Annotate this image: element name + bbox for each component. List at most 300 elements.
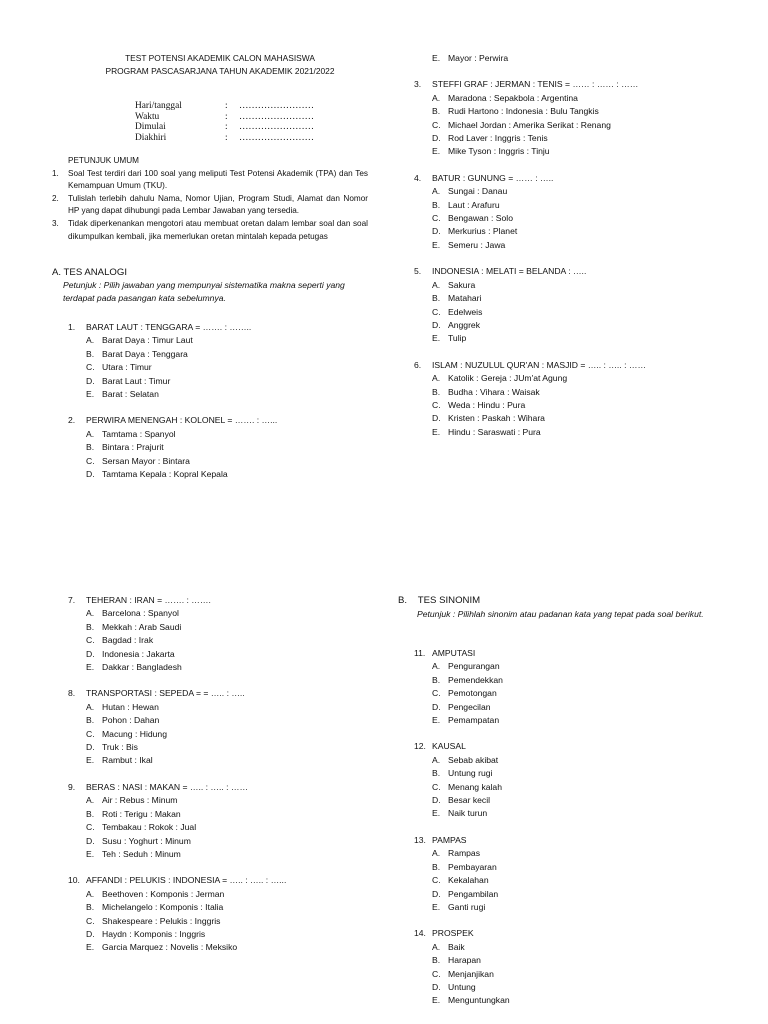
option-letter: B.: [86, 808, 95, 819]
answer-option: [414, 225, 734, 238]
option-letter: B.: [86, 715, 95, 726]
answer-option: [68, 848, 388, 861]
answer-option: [68, 714, 388, 727]
info-value: ……………………: [239, 132, 314, 143]
option-letter: E.: [432, 53, 441, 63]
option-letter: C.: [86, 455, 95, 466]
question-text: AMPUTASI: [432, 648, 476, 658]
option-letter: E.: [432, 808, 441, 819]
info-row: [135, 101, 314, 112]
answer-option: [414, 781, 734, 794]
option-letter: A.: [432, 92, 441, 103]
option-letter: C.: [432, 688, 441, 699]
info-colon: :: [225, 132, 228, 143]
header-title-line2: PROGRAM PASCASARJANA TAHUN AKADEMIK 2021/2022: [105, 66, 335, 76]
instruction-number: 2.: [52, 193, 59, 203]
answer-option: [414, 968, 734, 981]
option-letter: B.: [86, 621, 95, 632]
answer-option: [68, 348, 388, 361]
option-letter: D.: [86, 742, 95, 753]
instruction-item: [52, 168, 368, 193]
answer-option: [414, 319, 734, 332]
option-text: Pemampatan: [448, 715, 500, 726]
option-letter: D.: [432, 981, 441, 992]
answer-option: [68, 388, 388, 401]
answer-option: [68, 634, 388, 647]
question-number: 13.: [414, 834, 426, 845]
option-text: Macung : Hidung: [102, 728, 167, 739]
question-block: [68, 781, 388, 861]
option-text: Barat : Selatan: [102, 389, 159, 400]
questions-column: [414, 647, 734, 1008]
answer-option: [68, 928, 388, 941]
option-letter: C.: [86, 822, 95, 833]
question-text: BARAT LAUT : TENGGARA = ……. : ……..: [86, 322, 252, 332]
info-colon: :: [225, 122, 228, 133]
option-text: Susu : Yoghurt : Minum: [102, 835, 191, 846]
option-letter: A.: [86, 795, 95, 806]
option-letter: E.: [86, 848, 95, 859]
option-letter: B.: [432, 293, 441, 304]
question-text: BATUR : GUNUNG = …… : …..: [432, 172, 554, 183]
option-text: Air : Rebus : Minum: [102, 795, 178, 806]
option-letter: D.: [86, 835, 95, 846]
answer-option: [68, 428, 388, 441]
option-text: Kekalahan: [448, 875, 489, 886]
option-text: Indonesia : Jakarta: [102, 648, 175, 659]
section-b-instruction: Petunjuk : Pilihlah sinonim atau padanan kata yang tepat pada soal berikut.: [417, 609, 704, 619]
option-letter: C.: [432, 306, 441, 317]
option-letter: C.: [86, 915, 95, 926]
info-row: [135, 122, 314, 133]
answer-option: [68, 888, 388, 901]
option-text: Maradona : Sepakbola : Argentina: [448, 92, 578, 103]
option-text: Menguntungkan: [448, 995, 510, 1006]
questions-column: [68, 321, 388, 481]
question-number: 2.: [68, 415, 76, 426]
answer-option: [414, 185, 734, 198]
question-number: 5.: [414, 266, 422, 277]
option-text: Bengawan : Solo: [448, 213, 513, 224]
question-stem: [414, 265, 734, 278]
info-label: Waktu: [135, 111, 160, 122]
instruction-number: 1.: [52, 168, 59, 178]
question-block: [68, 321, 388, 401]
option-letter: C.: [86, 635, 95, 646]
question-block: [68, 594, 388, 674]
option-text: Edelweis: [448, 306, 483, 317]
option-letter: D.: [432, 319, 441, 330]
answer-option: [68, 901, 388, 914]
option-text: Bintara : Prajurit: [102, 442, 164, 453]
answer-option: [68, 915, 388, 928]
info-label: Diakhiri: [135, 132, 167, 143]
answer-option: [414, 132, 734, 145]
instruction-text: Soal Test terdiri dari 100 soal yang meliputi Test Potensi Akademik (TPA) dan Tes Kemampuan Umum (TKU).: [68, 168, 368, 191]
option-text: Barcelona : Spanyol: [102, 608, 179, 619]
answer-option: [414, 701, 734, 714]
question-text: PROSPEK: [432, 928, 474, 939]
answer-option: [68, 661, 388, 674]
answer-option: [68, 808, 388, 821]
question-stem: [414, 78, 734, 91]
info-row: [135, 112, 314, 123]
instruction-item: [52, 193, 368, 218]
question-text: PAMPAS: [432, 834, 467, 845]
answer-option: [414, 399, 734, 412]
option-text: Weda : Hindu : Pura: [448, 399, 526, 410]
answer-option: [68, 835, 388, 848]
question-text: TRANSPORTASI : SEPEDA = = ….. : …..: [86, 688, 245, 699]
option-letter: C.: [432, 119, 441, 130]
question-text: INDONESIA : MELATI = BELANDA : …..: [432, 266, 587, 277]
option-letter: E.: [432, 715, 441, 726]
option-letter: E.: [432, 146, 441, 157]
option-letter: A.: [432, 279, 441, 290]
option-letter: E.: [86, 755, 95, 766]
answer-option: [414, 105, 734, 118]
question-block: [414, 78, 734, 158]
option-letter: D.: [86, 469, 95, 480]
answer-option: [414, 199, 734, 212]
option-text: Sebab akibat: [448, 754, 499, 765]
option-letter: A.: [86, 428, 95, 439]
answer-option: [68, 754, 388, 767]
section-b-label: TES SINONIM: [417, 595, 481, 606]
question-stem: [68, 874, 388, 887]
option-letter: A.: [432, 186, 441, 197]
option-letter: C.: [432, 213, 441, 224]
option-text: Rudi Hartono : Indonesia : Bulu Tangkis: [448, 106, 599, 117]
option-letter: D.: [432, 888, 441, 899]
question-text: PERWIRA MENENGAH : KOLONEL = ……. : …...: [86, 415, 278, 426]
option-letter: B.: [432, 106, 441, 117]
answer-option: [414, 794, 734, 807]
option-letter: D.: [432, 133, 441, 144]
option-letter: C.: [432, 399, 441, 410]
question-text: AFFANDI : PELUKIS : INDONESIA = ….. : ….. : …...: [86, 875, 287, 886]
option-text: Bagdad : Irak: [102, 635, 154, 646]
answer-option: [68, 455, 388, 468]
option-text: Laut : Arafuru: [448, 199, 500, 210]
info-colon: :: [225, 111, 228, 122]
option-text: Barat Daya : Tenggara: [102, 348, 188, 359]
option-letter: C.: [432, 781, 441, 792]
question-number: 9.: [68, 781, 76, 792]
answer-option: [414, 861, 734, 874]
option-letter: A.: [86, 335, 95, 346]
general-instructions: [52, 155, 368, 243]
answer-option: [68, 794, 388, 807]
option-text: Garcia Marquez : Novelis : Meksiko: [102, 942, 238, 953]
option-text: Pengambilan: [448, 888, 499, 899]
answer-option: [414, 239, 734, 252]
option-text: Michelangelo : Komponis : Italia: [102, 902, 224, 913]
question-number: 14.: [414, 928, 426, 939]
section-b-number: B.: [398, 595, 408, 606]
option-text: Mekkah : Arab Saudi: [102, 621, 182, 632]
option-letter: D.: [86, 648, 95, 659]
answer-option: [68, 621, 388, 634]
option-letter: E.: [86, 942, 95, 953]
option-text: Naik turun: [448, 808, 488, 819]
answer-option: [414, 412, 734, 425]
question-number: 4.: [414, 172, 422, 183]
option-text: Budha : Vihara : Waisak: [448, 386, 540, 397]
document-header: [60, 52, 380, 78]
option-text: Tembakau : Rokok : Jual: [102, 822, 197, 833]
question-block: [68, 687, 388, 767]
question-stem: [68, 594, 388, 607]
info-value: ……………………: [239, 111, 314, 122]
question-number: 10.: [68, 875, 80, 886]
answer-option: [414, 807, 734, 820]
option-text: Utara : Timur: [102, 362, 152, 373]
option-text: Rod Laver : Inggris : Tenis: [448, 133, 548, 144]
answer-option: [414, 767, 734, 780]
section-b-title: [398, 594, 480, 607]
answer-option: [414, 714, 734, 727]
question-text: TEHERAN : IRAN = ……. : …….: [86, 595, 211, 605]
answer-option: [414, 954, 734, 967]
option-text: Barat Daya : Timur Laut: [102, 335, 193, 346]
option-text: Pengurangan: [448, 661, 500, 672]
option-letter: D.: [86, 928, 95, 939]
option-letter: E.: [432, 239, 441, 250]
option-text: Tulip: [448, 333, 467, 344]
answer-option: [414, 874, 734, 887]
option-letter: C.: [86, 728, 95, 739]
option-text: Pengecilan: [448, 701, 491, 712]
option-letter: D.: [432, 795, 441, 806]
option-text: Untung: [448, 981, 476, 992]
question-stem: [68, 321, 388, 334]
option-text: Baik: [448, 941, 465, 952]
option-letter: E.: [86, 662, 95, 673]
option-text: Matahari: [448, 293, 482, 304]
option-letter: D.: [432, 226, 441, 237]
option-text: Hindu : Saraswati : Pura: [448, 426, 541, 437]
option-text: Sungai : Danau: [448, 186, 508, 197]
answer-option: [414, 754, 734, 767]
info-colon: :: [225, 101, 228, 111]
option-text: Tamtama Kepala : Kopral Kepala: [102, 469, 228, 480]
answer-option: [414, 981, 734, 994]
option-text: Katolik : Gereja : JUm'at Agung: [448, 373, 568, 384]
option-letter: E.: [432, 901, 441, 912]
answer-option: [68, 375, 388, 388]
option-text: Dakkar : Bangladesh: [102, 662, 182, 673]
instruction-text: Tidak diperkenankan mengotori atau membuat oretan dalam lembar soal dan soal dikumpulkan kembali, jika memerlukan oretan mintalah kepada petugas: [68, 218, 368, 241]
info-label: Hari/tanggal: [135, 101, 182, 111]
answer-option: [414, 901, 734, 914]
question-block: [414, 265, 734, 345]
option-text: Hutan : Hewan: [102, 701, 159, 712]
option-text: Menjanjikan: [448, 968, 494, 979]
question-block: [414, 927, 734, 1007]
question-stem: [68, 781, 388, 794]
instruction-text: Tulislah terlebih dahulu Nama, Nomor Ujian, Program Studi, Alamat dan Nomor HP yang dapat dihubungi pada Lembar Jawaban yang tersedia.: [68, 193, 368, 216]
question-stem: [68, 687, 388, 700]
question-block: [68, 414, 388, 481]
answer-option: [414, 426, 734, 439]
option-text: Shakespeare : Pelukis : Inggris: [102, 915, 221, 926]
question-text: ISLAM : NUZULUL QUR'AN : MASJID = ….. : ….. : ……: [432, 359, 647, 370]
option-text: Sakura: [448, 279, 476, 290]
section-a-instruction: Petunjuk : Pilih jawaban yang mempunyai sistematika makna seperti yang terdapat pada pasangan kata sebelumnya.: [63, 280, 345, 304]
option-text: Semeru : Jawa: [448, 239, 506, 250]
answer-option: [414, 292, 734, 305]
option-letter: A.: [432, 661, 441, 672]
answer-option: [68, 648, 388, 661]
question-block: [414, 359, 734, 439]
question-text: BERAS : NASI : MAKAN = ….. : ….. : ……: [86, 781, 249, 792]
option-text: Truk : Bis: [102, 742, 138, 753]
option-text: Besar kecil: [448, 795, 491, 806]
question-number: 7.: [68, 595, 76, 605]
header-title-line1: TEST POTENSI AKADEMIK CALON MAHASISWA: [125, 53, 315, 63]
question-number: 1.: [68, 322, 76, 332]
answer-option: [68, 361, 388, 374]
question-number: 11.: [414, 648, 426, 658]
answer-option: [414, 145, 734, 158]
questions-column: [68, 594, 388, 955]
option-text: Ganti rugi: [448, 901, 486, 912]
exam-info-table: [135, 101, 314, 143]
answer-option: [68, 941, 388, 954]
answer-option: [414, 92, 734, 105]
option-letter: C.: [432, 968, 441, 979]
section-a-title: A. TES ANALOGI: [52, 267, 128, 278]
question-number: 3.: [414, 79, 422, 90]
option-text: Beethoven : Komponis : Jerman: [102, 888, 225, 899]
answer-option: [68, 701, 388, 714]
option-letter: B.: [86, 902, 95, 913]
answer-option: [414, 674, 734, 687]
option-letter: C.: [432, 875, 441, 886]
question-stem: [414, 834, 734, 847]
question-block: [68, 874, 388, 954]
option-text: Pohon : Dahan: [102, 715, 160, 726]
question-number: 8.: [68, 688, 76, 699]
question-stem: [68, 414, 388, 427]
option-text: Rambut : Ikal: [102, 755, 153, 766]
option-text: Mayor : Perwira: [448, 53, 509, 63]
question-stem: [414, 172, 734, 185]
option-text: Tamtama : Spanyol: [102, 428, 176, 439]
option-text: Untung rugi: [448, 768, 493, 779]
option-letter: B.: [432, 955, 441, 966]
answer-option: [68, 821, 388, 834]
option-letter: A.: [86, 888, 95, 899]
option-text: Harapan: [448, 955, 481, 966]
option-letter: E.: [432, 426, 441, 437]
answer-option: [414, 212, 734, 225]
answer-option: [68, 607, 388, 620]
answer-option: [414, 306, 734, 319]
info-row: [135, 133, 314, 144]
question-block: [414, 740, 734, 820]
answer-option: [414, 279, 734, 292]
answer-option: [414, 687, 734, 700]
option-letter: B.: [432, 386, 441, 397]
instructions-heading: PETUNJUK UMUM: [68, 156, 139, 165]
answer-option: [68, 728, 388, 741]
answer-option: [414, 994, 734, 1007]
option-letter: A.: [432, 373, 441, 384]
answer-option: [68, 441, 388, 454]
option-letter: E.: [86, 389, 95, 400]
option-letter: B.: [432, 768, 441, 779]
question-stem: [414, 647, 734, 660]
info-value: ……………………: [239, 122, 314, 133]
option-letter: E.: [432, 333, 441, 344]
answer-option: [414, 660, 734, 673]
option-letter: B.: [432, 861, 441, 872]
questions-column: [414, 52, 734, 439]
question-block: [414, 172, 734, 252]
answer-option: [414, 119, 734, 132]
option-text: Barat Laut : Timur: [102, 375, 171, 386]
option-letter: D.: [432, 413, 441, 424]
option-letter: B.: [86, 348, 95, 359]
option-letter: B.: [86, 442, 95, 453]
option-letter: A.: [432, 941, 441, 952]
answer-option: [414, 386, 734, 399]
option-letter: C.: [86, 362, 95, 373]
question-number: 12.: [414, 741, 426, 752]
question-block: [414, 834, 734, 914]
option-letter: B.: [432, 674, 441, 685]
option-text: Menang kalah: [448, 781, 502, 792]
info-label: Dimulai: [135, 122, 166, 133]
question-list: [414, 78, 734, 439]
option-text: Pembayaran: [448, 861, 497, 872]
question-stem: [414, 740, 734, 753]
option-text: Sersan Mayor : Bintara: [102, 455, 190, 466]
option-letter: A.: [86, 608, 95, 619]
answer-option: [414, 372, 734, 385]
answer-option: [68, 334, 388, 347]
option-letter: A.: [86, 701, 95, 712]
instruction-item: [52, 218, 368, 243]
info-value: ……………………: [239, 101, 314, 111]
option-letter: A.: [432, 848, 441, 859]
answer-option: [414, 888, 734, 901]
answer-option: [414, 847, 734, 860]
option-text: Rampas: [448, 848, 480, 859]
option-text: Kristen : Paskah : Wihara: [448, 413, 545, 424]
option-text: Pemotongan: [448, 688, 497, 699]
option-text: Pemendekkan: [448, 674, 503, 685]
answer-option: [414, 332, 734, 345]
option-text: Anggrek: [448, 319, 481, 330]
option-text: Merkurius : Planet: [448, 226, 518, 237]
option-letter: D.: [432, 701, 441, 712]
answer-option: [414, 941, 734, 954]
question-number: 6.: [414, 359, 422, 370]
option-letter: D.: [86, 375, 95, 386]
answer-option: [68, 468, 388, 481]
option-text: Mike Tyson : Inggris : Tinju: [448, 146, 550, 157]
answer-option: [68, 741, 388, 754]
option-text: Michael Jordan : Amerika Serikat : Renang: [448, 119, 611, 130]
question-stem: [414, 359, 734, 372]
question-text: KAUSAL: [432, 741, 466, 752]
option-text: Haydn : Komponis : Inggris: [102, 928, 206, 939]
option-letter: E.: [432, 995, 441, 1006]
option-text: Teh : Seduh : Minum: [102, 848, 181, 859]
